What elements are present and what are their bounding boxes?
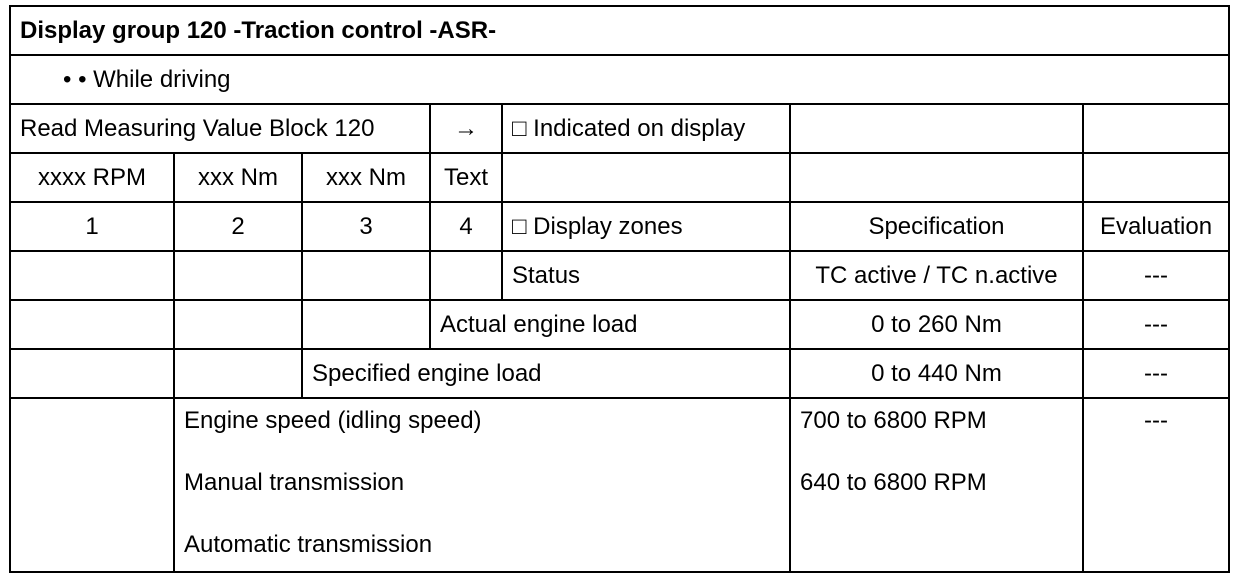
field-number-3: 3	[302, 202, 430, 251]
empty-cell	[502, 153, 790, 202]
automatic-transmission-label: Automatic transmission	[184, 531, 433, 558]
actual-engine-load-label: Actual engine load	[430, 300, 790, 349]
condition-text: • • While driving	[10, 55, 1229, 104]
empty-cell	[10, 300, 174, 349]
measuring-value-table	[9, 5, 1230, 573]
indicated-on-display-label: □ Indicated on display	[502, 104, 790, 153]
empty-cell	[10, 349, 174, 398]
display-group-title: Display group 120 -Traction control -ASR-	[10, 6, 1229, 55]
empty-cell	[174, 300, 302, 349]
unit-field-3: xxx Nm	[302, 153, 430, 202]
idle-speed-spec: 700 to 6800 RPM	[800, 407, 987, 434]
field-number-2: 2	[174, 202, 302, 251]
field-number-1: 1	[10, 202, 174, 251]
empty-cell	[790, 153, 1083, 202]
manual-transmission-label: Manual transmission	[184, 469, 405, 496]
specification-header: Specification	[790, 202, 1083, 251]
manual-transmission-spec: 640 to 6800 RPM	[800, 469, 987, 496]
empty-cell	[430, 251, 502, 300]
actual-engine-load-spec: 0 to 260 Nm	[790, 300, 1083, 349]
unit-field-4: Text	[430, 153, 502, 202]
empty-cell	[10, 398, 174, 572]
status-eval: ---	[1083, 251, 1229, 300]
status-spec: TC active / TC n.active	[790, 251, 1083, 300]
specified-engine-load-eval: ---	[1083, 349, 1229, 398]
read-block-label: Read Measuring Value Block 120	[10, 104, 430, 153]
arrow-icon: →	[430, 104, 502, 153]
engine-speed-specs	[790, 398, 1083, 572]
empty-cell	[302, 251, 430, 300]
empty-cell	[790, 104, 1083, 153]
actual-engine-load-eval: ---	[1083, 300, 1229, 349]
empty-cell	[174, 251, 302, 300]
engine-speed-label: Engine speed (idling speed)	[184, 407, 482, 434]
engine-speed-labels	[174, 398, 790, 572]
empty-cell	[302, 300, 430, 349]
empty-cell	[174, 349, 302, 398]
field-number-4: 4	[430, 202, 502, 251]
unit-field-1: xxxx RPM	[10, 153, 174, 202]
engine-speed-eval: ---	[1083, 398, 1229, 572]
empty-cell	[1083, 153, 1229, 202]
unit-field-2: xxx Nm	[174, 153, 302, 202]
specified-engine-load-spec: 0 to 440 Nm	[790, 349, 1083, 398]
empty-cell	[10, 251, 174, 300]
status-label: Status	[502, 251, 790, 300]
display-zones-header: □ Display zones	[502, 202, 790, 251]
evaluation-header: Evaluation	[1083, 202, 1229, 251]
empty-cell	[1083, 104, 1229, 153]
specified-engine-load-label: Specified engine load	[302, 349, 790, 398]
